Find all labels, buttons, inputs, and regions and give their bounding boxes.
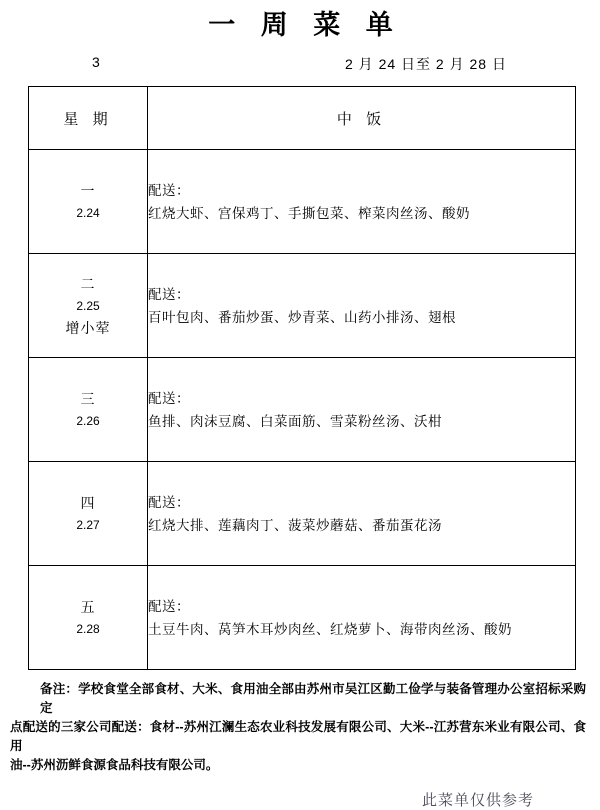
- menu-table: [28, 86, 576, 670]
- day-name: 四: [80, 494, 96, 511]
- page-number: 3: [92, 54, 100, 70]
- table-row: [29, 254, 576, 358]
- table-row: [29, 150, 576, 254]
- day-cell: [29, 358, 148, 462]
- page-title: 一 周 菜 单: [208, 10, 402, 40]
- day-date: 2.26: [76, 413, 100, 428]
- meal-items: 土豆牛肉、莴笋木耳炒肉丝、红烧萝卜、海带肉丝汤、酸奶: [148, 621, 512, 637]
- notes-block: [0, 680, 600, 775]
- notes-line-3: 油--苏州沥鲜食源食品科技有限公司。: [10, 758, 219, 772]
- meal-items: 红烧大虾、宫保鸡丁、手撕包菜、榨菜肉丝汤、酸奶: [148, 205, 470, 221]
- day-name: 三: [80, 390, 96, 407]
- meal-items: 鱼排、肉沫豆腐、白菜面筋、雪菜粉丝汤、沃柑: [148, 413, 442, 429]
- disclaimer: 此菜单仅供参考: [421, 792, 534, 809]
- day-cell: [29, 566, 148, 670]
- table-row: [29, 462, 576, 566]
- notes-line-1: 备注：学校食堂全部食材、大米、食用油全部由苏州市吴江区勤工俭学与装备管理办公室招标采购定: [40, 682, 586, 715]
- day-name: 五: [80, 598, 96, 615]
- meal-cell: [148, 254, 576, 358]
- header-cell-meal: 中 饭: [148, 87, 576, 150]
- table-row: [29, 566, 576, 670]
- day-name: 一: [80, 182, 96, 199]
- meal-label: 配送：: [148, 182, 190, 198]
- subheader: [0, 54, 600, 80]
- day-date: 2.24: [76, 205, 100, 220]
- meal-items: 红烧大排、莲藕肉丁、菠菜炒蘑菇、番茄蛋花汤: [148, 517, 442, 533]
- day-name: 二: [80, 275, 96, 292]
- day-cell: [29, 150, 148, 254]
- meal-label: 配送：: [148, 286, 190, 302]
- day-note: 增小荤: [65, 319, 111, 336]
- meal-cell: [148, 150, 576, 254]
- notes-line-2: 点配送的三家公司配送：食材--苏州江澜生态农业科技发展有限公司、大米--江苏营东米业有限公司、食用: [10, 720, 586, 753]
- day-date: 2.25: [76, 298, 100, 313]
- meal-items: 百叶包肉、番茄炒蛋、炒青菜、山药小排汤、翅根: [148, 309, 456, 325]
- day-date: 2.28: [76, 621, 100, 636]
- meal-cell: [148, 566, 576, 670]
- meal-label: 配送：: [148, 494, 190, 510]
- table-header-row: [29, 87, 576, 150]
- header-cell-day: 星 期: [29, 87, 148, 150]
- day-cell: [29, 254, 148, 358]
- day-date: 2.27: [76, 517, 100, 532]
- meal-label: 配送：: [148, 390, 190, 406]
- meal-cell: [148, 358, 576, 462]
- table-row: [29, 358, 576, 462]
- meal-cell: [148, 462, 576, 566]
- date-range: 2 月 24 日至 2 月 28 日: [345, 56, 507, 72]
- day-cell: [29, 462, 148, 566]
- meal-label: 配送：: [148, 598, 190, 614]
